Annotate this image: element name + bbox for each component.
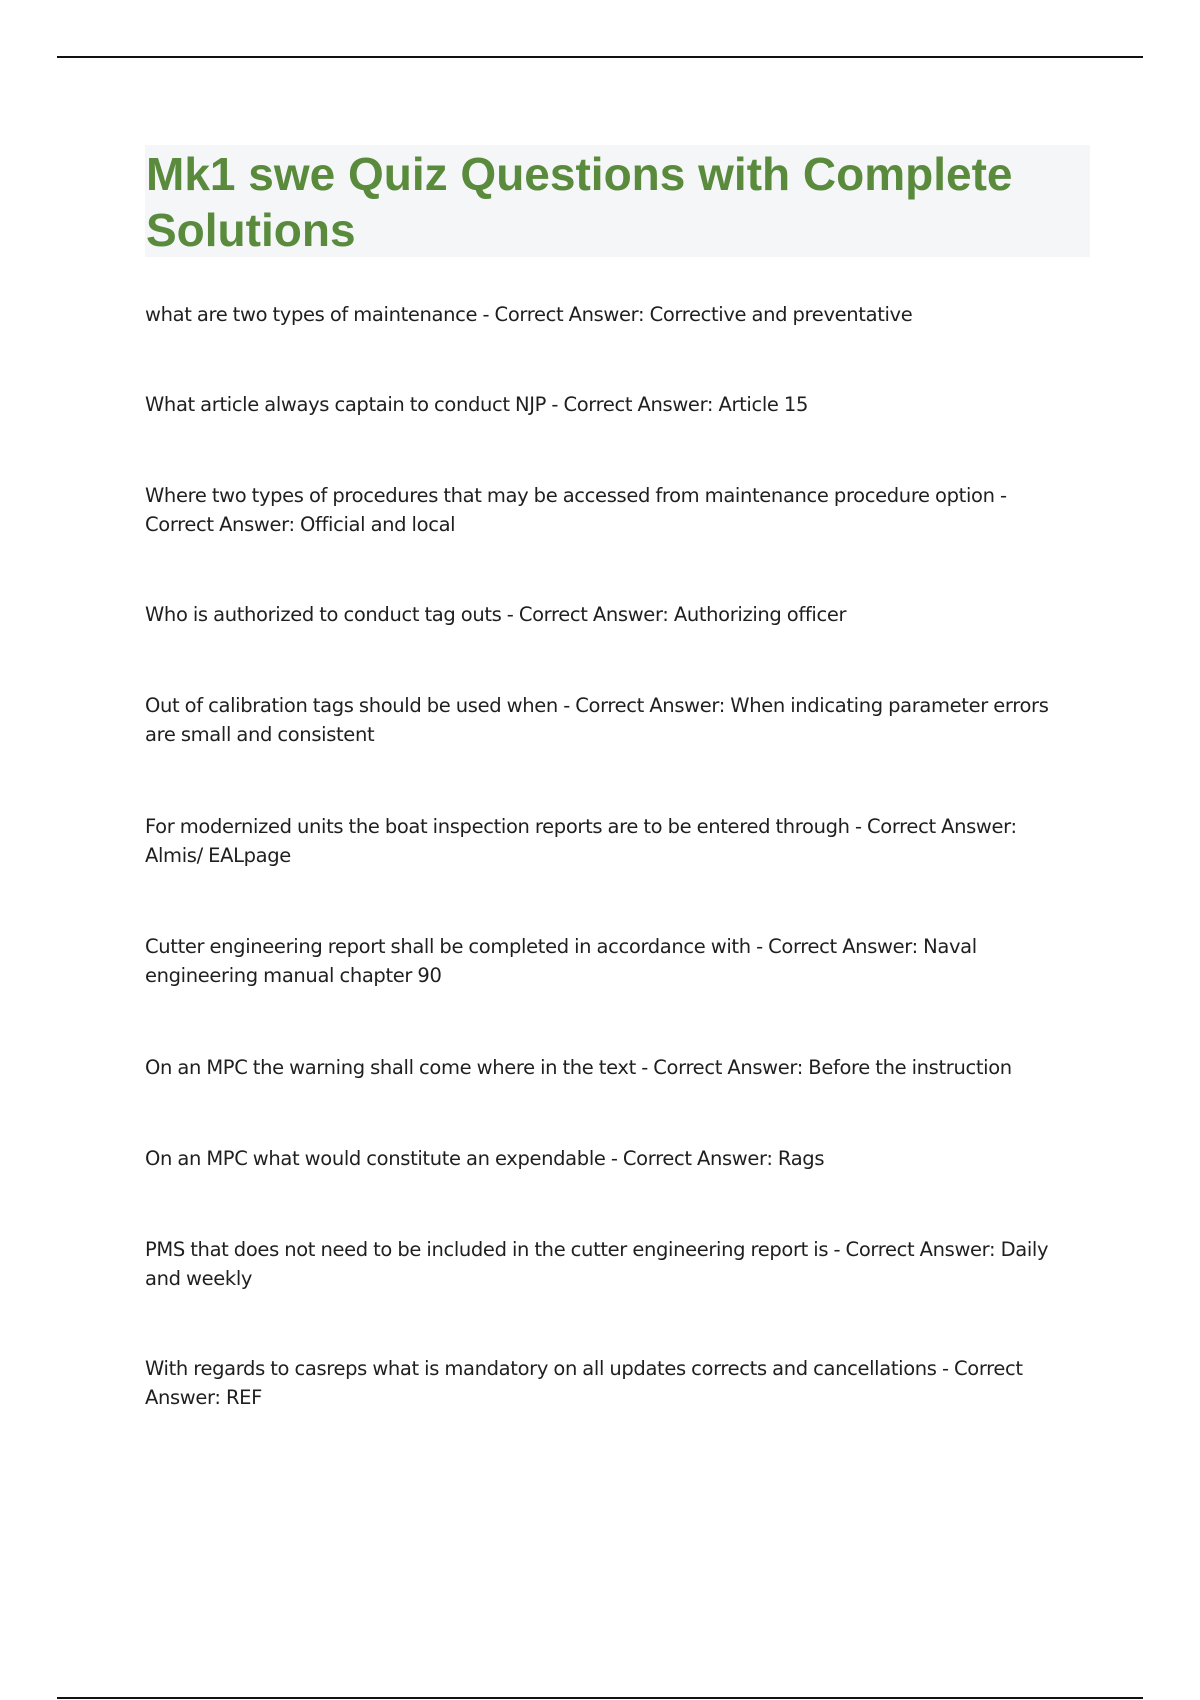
document-title: Mk1 swe Quiz Questions with Complete Solutions xyxy=(146,148,1013,256)
qa-item-8: On an MPC the warning shall come where in the text - Correct Answer: Before the instruction xyxy=(145,1056,1012,1079)
qa-item-5: Out of calibration tags should be used when - Correct Answer: When indicating parameter errors are small and consistent xyxy=(145,694,1049,746)
title-banner xyxy=(145,145,1090,257)
qa-item-6: For modernized units the boat inspection reports are to be entered through - Correct Answer: Almis/ EALpage xyxy=(145,815,1017,867)
qa-item-10: PMS that does not need to be included in the cutter engineering report is - Correct Answer: Daily and weekly xyxy=(145,1238,1049,1290)
qa-item-4: Who is authorized to conduct tag outs - Correct Answer: Authorizing officer xyxy=(145,603,847,626)
qa-item-1: what are two types of maintenance - Correct Answer: Corrective and preventative xyxy=(145,303,913,326)
qa-item-7: Cutter engineering report shall be completed in accordance with - Correct Answer: Naval engineering manual chapter 90 xyxy=(145,935,977,987)
top-rule xyxy=(57,56,1143,58)
qa-item-3: Where two types of procedures that may be accessed from maintenance procedure option - Correct Answer: Official and local xyxy=(145,484,1007,536)
qa-item-11: With regards to casreps what is mandatory on all updates corrects and cancellations - Correct Answer: REF xyxy=(145,1357,1023,1409)
qa-item-9: On an MPC what would constitute an expendable - Correct Answer: Rags xyxy=(145,1147,825,1170)
bottom-rule xyxy=(57,1697,1143,1699)
qa-item-2: What article always captain to conduct NJP - Correct Answer: Article 15 xyxy=(145,393,809,416)
